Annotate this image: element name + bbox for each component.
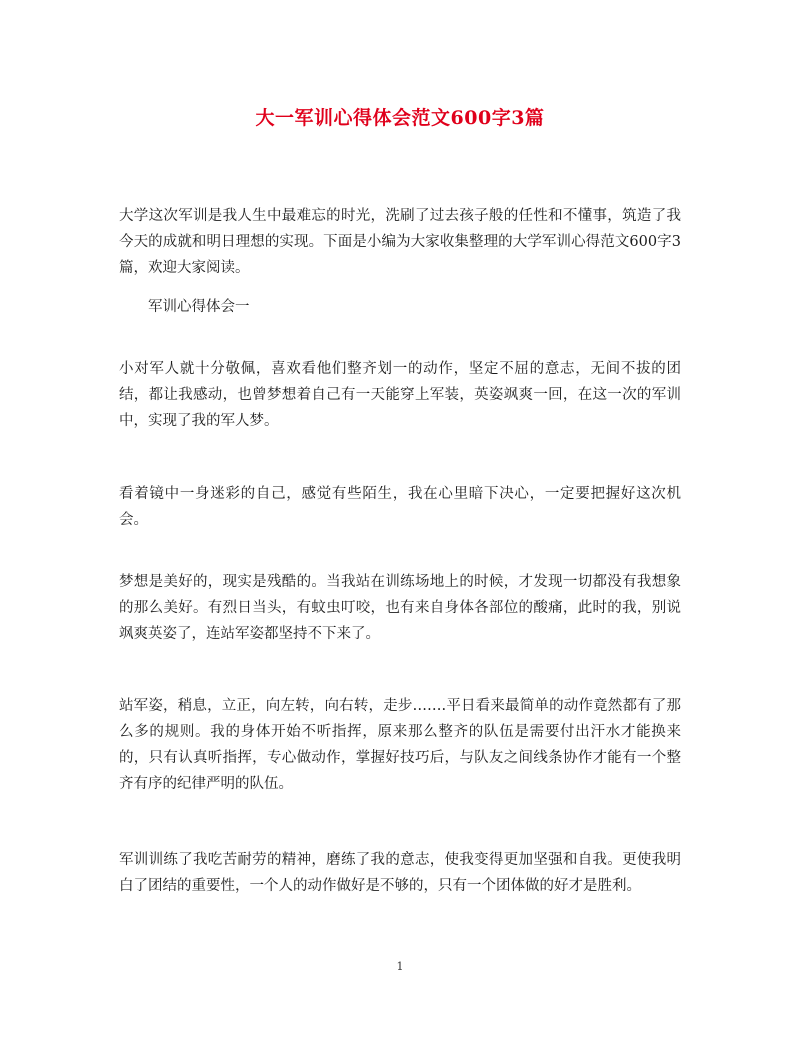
body-paragraph-5: 军训训练了我吃苦耐劳的精神，磨练了我的意志，使我变得更加坚强和自我。更使我明白了团结的重要性，一个人的动作做好是不够的，只有一个团体做的好才是胜利。 (119, 852, 681, 894)
body-paragraph-4: 站军姿，稍息，立正，向左转，向右转，走步…….平日看来最简单的动作竟然都有了那么多的规则。我的身体开始不听指挥，原来那么整齐的队伍是需要付出汗水才能换来的，只有认真听指挥，专心做动作，掌握好技巧后，与队友之间线条协作才能有一个整齐有序的纪律严明的队伍。 (119, 698, 681, 792)
document-title: 大一军训心得体会范文600字3篇 (255, 107, 545, 129)
body-paragraph-1: 小对军人就十分敬佩，喜欢看他们整齐划一的动作，坚定不屈的意志，无间不拔的团结，都让我感动，也曾梦想着自己有一天能穿上军装，英姿飒爽一回，在这一次的军训中，实现了我的军人梦。 (119, 361, 681, 429)
body-paragraph-3: 梦想是美好的，现实是残酷的。当我站在训练场地上的时候，才发现一切都没有我想象的那么美好。有烈日当头，有蚊虫叮咬，也有来自身体各部位的酸痛，此时的我，别说飒爽英姿了，连站军姿都坚持不下来了。 (119, 574, 681, 642)
page-number: 1 (396, 960, 404, 973)
body-paragraph-2: 看着镜中一身迷彩的自己，感觉有些陌生，我在心里暗下决心，一定要把握好这次机会。 (119, 486, 681, 528)
intro-paragraph: 大学这次军训是我人生中最难忘的时光，洗刷了过去孩子般的任性和不懂事，筑造了我今天的成就和明日理想的实现。下面是小编为大家收集整理的大学军训心得范文600字3篇，欢迎大家阅读。 (119, 208, 681, 276)
section-heading: 军训心得体会一 (148, 299, 250, 315)
